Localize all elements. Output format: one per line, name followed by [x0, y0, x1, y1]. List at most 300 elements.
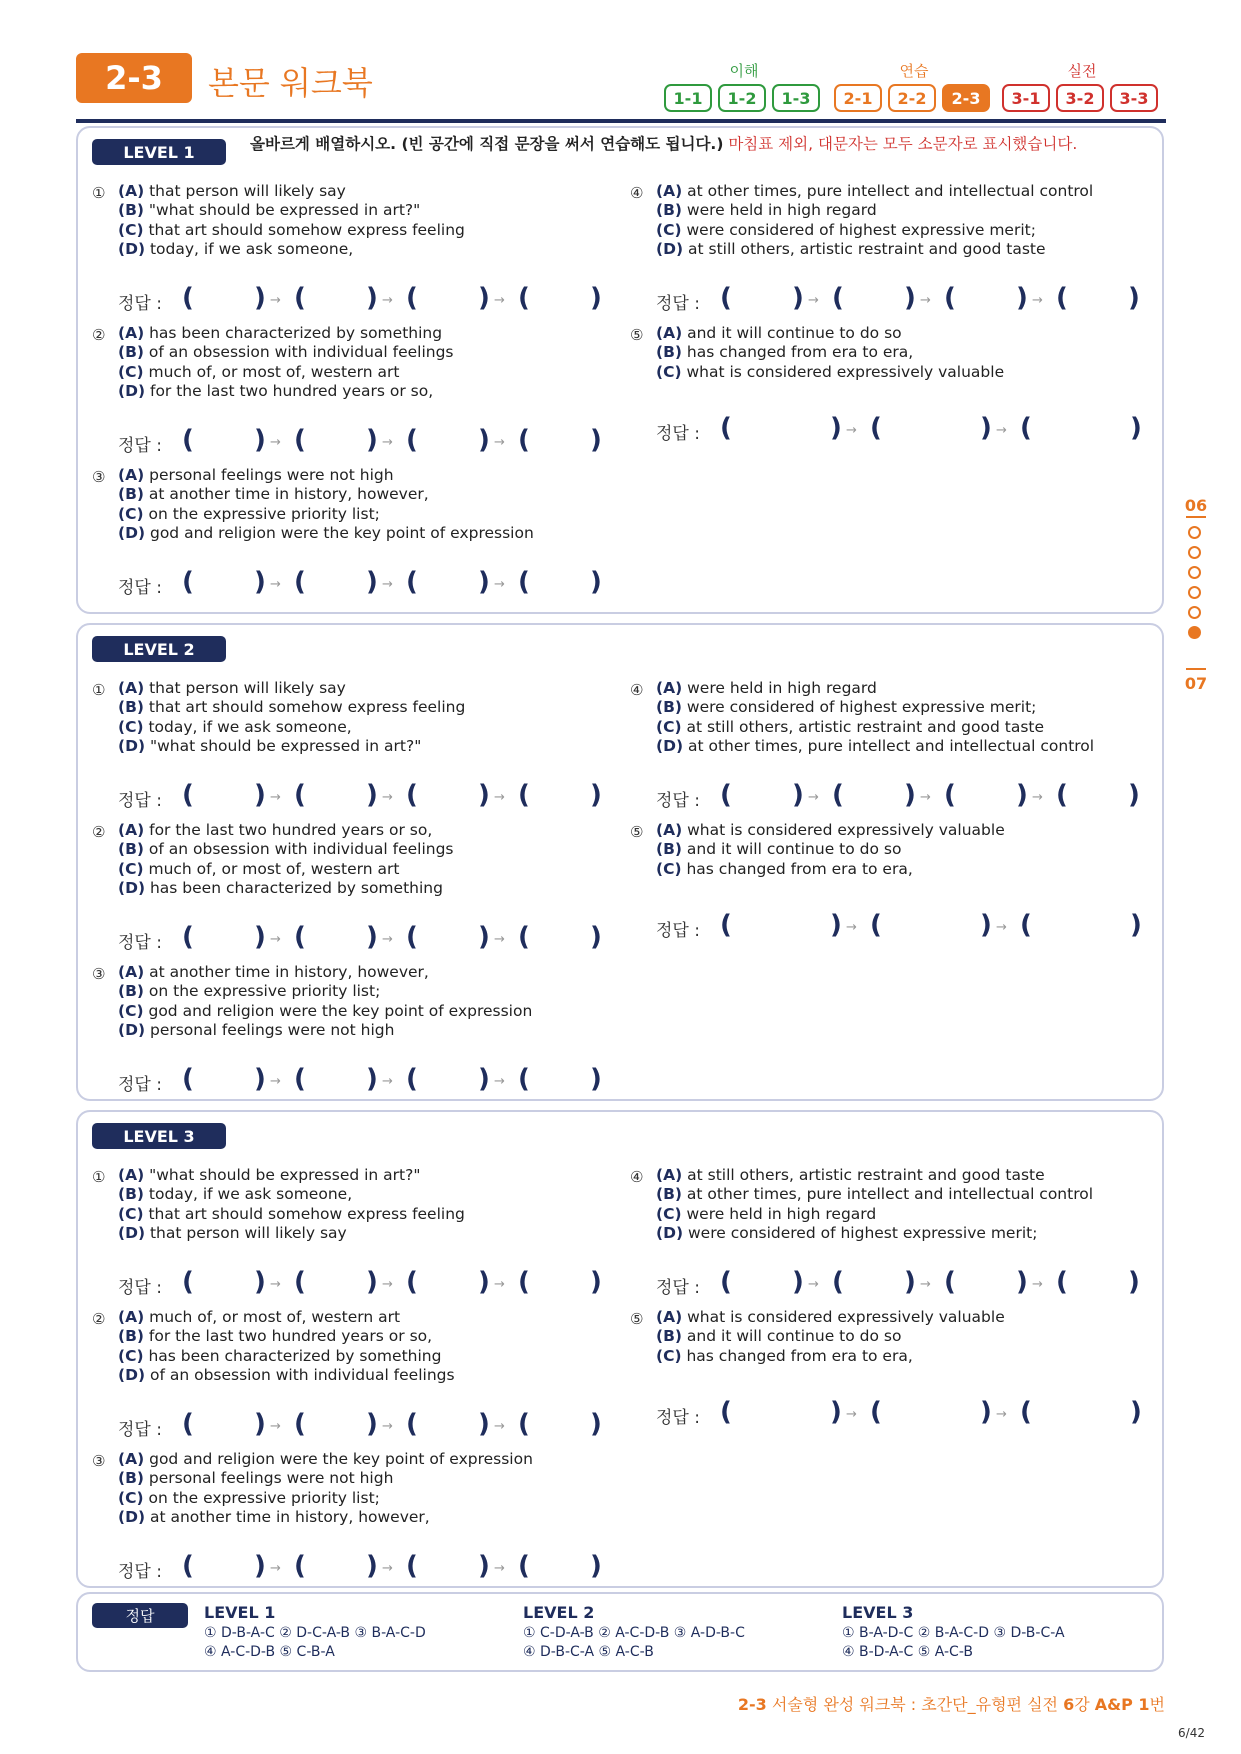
- arrow-icon: →: [382, 293, 393, 308]
- answer-row[interactable]: [118, 922, 602, 955]
- answer-key-line: ① D-B-A-C ② D-C-A-B ③ B-A-C-D: [204, 1625, 426, 1641]
- option-text: has been characterized by something: [148, 1346, 442, 1365]
- answer-slot-close[interactable]: ): [1130, 1397, 1142, 1427]
- option-text: has been characterized by something: [149, 878, 443, 897]
- arrow-icon: →: [494, 1419, 505, 1434]
- step-group-label: 연습: [899, 62, 929, 80]
- option-text: what is considered expressively valuable: [687, 1308, 1005, 1326]
- arrow-icon: →: [1032, 790, 1043, 805]
- option-text: on the expressive priority list;: [148, 504, 380, 523]
- answer-slot-close[interactable]: ): [590, 567, 602, 597]
- answer-row[interactable]: [118, 1267, 602, 1300]
- option-text: personal feelings were not high: [148, 1469, 394, 1488]
- arrow-icon: →: [494, 790, 505, 805]
- arrow-icon: →: [920, 1277, 931, 1292]
- arrow-icon: →: [494, 1561, 505, 1576]
- answer-slot-close[interactable]: ): [254, 780, 266, 810]
- option-text: for the last two hundred years or so,: [148, 1327, 433, 1346]
- question-option: [656, 1166, 1093, 1185]
- answer-slot-close[interactable]: ): [254, 283, 266, 313]
- answer-slot-close[interactable]: ): [590, 1551, 602, 1581]
- answer-slot-close[interactable]: ): [478, 425, 490, 455]
- answer-slot-open[interactable]: (: [406, 922, 418, 952]
- answer-slot-open[interactable]: (: [182, 1064, 194, 1094]
- arrow-icon: →: [494, 577, 505, 592]
- option-text: that person will likely say: [149, 182, 346, 200]
- question-number: ⑤: [630, 823, 644, 841]
- option-text: that art should somehow express feeling: [148, 1204, 465, 1223]
- answer-slot-close[interactable]: ): [792, 283, 804, 313]
- answer-row[interactable]: [656, 1397, 1142, 1430]
- answer-slot-close[interactable]: ): [590, 1409, 602, 1439]
- answer-label: 정답 :: [118, 436, 162, 456]
- option-letter: (B): [656, 1327, 682, 1346]
- answer-slot-close[interactable]: ): [366, 1267, 378, 1297]
- step-button-3_1[interactable]: 3-1: [1002, 84, 1050, 112]
- option-text: "what should be expressed in art?": [149, 1166, 421, 1184]
- answer-slot-close[interactable]: ): [366, 1551, 378, 1581]
- answer-slot-open[interactable]: (: [1056, 283, 1068, 313]
- answer-slot-open[interactable]: (: [406, 1551, 418, 1581]
- answer-label: 정답 :: [118, 578, 162, 598]
- answer-slot-close[interactable]: ): [478, 1267, 490, 1297]
- answer-slot-close[interactable]: ): [590, 1267, 602, 1297]
- option-letter: (D): [118, 381, 146, 400]
- level-label: LEVEL 1: [92, 139, 226, 165]
- side-nav-dot[interactable]: [1188, 546, 1201, 559]
- answer-slot-open[interactable]: (: [720, 1397, 732, 1427]
- level-label: LEVEL 2: [92, 636, 226, 662]
- answer-row[interactable]: [118, 425, 602, 458]
- option-text: for the last two hundred years or so,: [149, 821, 433, 839]
- arrow-icon: →: [270, 790, 281, 805]
- step-button-3_3[interactable]: 3-3: [1110, 84, 1158, 112]
- answer-slot-open[interactable]: (: [294, 922, 306, 952]
- page-title: 본문 워크북: [208, 64, 373, 102]
- answer-slot-open[interactable]: (: [1020, 910, 1032, 940]
- question-option: [656, 324, 1004, 343]
- option-text: what is considered expressively valuable: [686, 362, 1005, 381]
- option-text: much of, or most of, western art: [148, 362, 400, 381]
- option-text: and it will continue to do so: [686, 840, 902, 859]
- answer-slot-close[interactable]: ): [366, 283, 378, 313]
- option-letter: (C): [118, 1488, 144, 1507]
- answer-slot-close[interactable]: ): [792, 1267, 804, 1297]
- answer-slot-close[interactable]: ): [478, 922, 490, 952]
- option-text: has been characterized by something: [149, 324, 443, 342]
- answer-slot-open[interactable]: (: [518, 780, 530, 810]
- question-option: [656, 860, 1005, 879]
- option-letter: (C): [118, 1346, 144, 1365]
- answer-label: 정답 :: [656, 921, 700, 941]
- option-letter: (D): [656, 736, 684, 755]
- arrow-icon: →: [1032, 293, 1043, 308]
- option-text: today, if we ask someone,: [148, 717, 352, 736]
- question-number: ④: [630, 184, 644, 202]
- answer-slot-open[interactable]: (: [720, 283, 732, 313]
- answer-row[interactable]: [656, 413, 1142, 446]
- arrow-icon: →: [996, 423, 1007, 438]
- answer-slot-open[interactable]: (: [182, 1409, 194, 1439]
- answer-row[interactable]: [656, 910, 1142, 943]
- answer-slot-open[interactable]: (: [182, 425, 194, 455]
- answer-slot-close[interactable]: ): [254, 567, 266, 597]
- answer-row[interactable]: [118, 1064, 602, 1097]
- answer-label: 정답 :: [656, 1408, 700, 1428]
- question-block: [630, 1308, 1005, 1366]
- answer-slot-close[interactable]: ): [980, 1397, 992, 1427]
- answer-slot-open[interactable]: (: [406, 283, 418, 313]
- question-option: [118, 1224, 465, 1243]
- answer-slot-open[interactable]: (: [406, 425, 418, 455]
- answer-slot-close[interactable]: ): [1128, 283, 1140, 313]
- answer-label: 정답 :: [118, 933, 162, 953]
- option-letter: (C): [656, 1346, 682, 1365]
- section-badge: 2-3: [76, 53, 192, 103]
- answer-slot-close[interactable]: ): [254, 1064, 266, 1094]
- level-label: LEVEL 3: [92, 1123, 226, 1149]
- answer-slot-open[interactable]: (: [518, 1409, 530, 1439]
- answer-key-level-title: LEVEL 2: [523, 1603, 595, 1622]
- answer-slot-open[interactable]: (: [944, 780, 956, 810]
- question-block: [92, 182, 465, 259]
- question-number: ③: [92, 1452, 106, 1470]
- arrow-icon: →: [382, 790, 393, 805]
- answer-slot-open[interactable]: (: [294, 283, 306, 313]
- answer-slot-open[interactable]: (: [182, 1267, 194, 1297]
- answer-label: 정답 :: [656, 294, 700, 314]
- side-nav-top-number: 06: [1184, 496, 1208, 515]
- option-letter: (A): [656, 182, 683, 200]
- option-text: at still others, artistic restraint and good taste: [686, 717, 1045, 736]
- option-text: what is considered expressively valuable: [687, 821, 1005, 839]
- answer-slot-close[interactable]: ): [830, 413, 842, 443]
- question-option: [118, 840, 454, 859]
- option-letter: (B): [118, 485, 144, 504]
- option-letter: (A): [118, 1308, 145, 1326]
- step-button-1_3[interactable]: 1-3: [772, 84, 820, 112]
- answer-slot-close[interactable]: ): [792, 780, 804, 810]
- question-block: [630, 679, 1095, 756]
- answer-slot-open[interactable]: (: [518, 567, 530, 597]
- option-letter: (C): [118, 859, 144, 878]
- answer-slot-close[interactable]: ): [904, 283, 916, 313]
- side-nav-dot[interactable]: [1188, 526, 1201, 539]
- option-text: at another time in history, however,: [149, 963, 429, 981]
- answer-slot-open[interactable]: (: [832, 780, 844, 810]
- side-nav-dot[interactable]: [1188, 606, 1201, 619]
- answer-slot-open[interactable]: (: [518, 922, 530, 952]
- step-button-1_2[interactable]: 1-2: [718, 84, 766, 112]
- answer-slot-open[interactable]: (: [294, 1409, 306, 1439]
- header-divider: [76, 119, 1166, 123]
- option-text: were considered of highest expressive merit;: [686, 698, 1037, 717]
- question-number: ②: [92, 823, 106, 841]
- answer-slot-close[interactable]: ): [590, 1064, 602, 1094]
- answer-slot-close[interactable]: ): [478, 567, 490, 597]
- answer-slot-open[interactable]: (: [406, 1409, 418, 1439]
- answer-slot-close[interactable]: ): [254, 922, 266, 952]
- option-letter: (C): [118, 504, 144, 523]
- question-option: [118, 698, 465, 717]
- option-letter: (D): [118, 523, 146, 542]
- answer-slot-open[interactable]: (: [870, 910, 882, 940]
- question-option: [118, 324, 454, 343]
- question-block: [92, 324, 454, 401]
- arrow-icon: →: [270, 577, 281, 592]
- answer-key-badge: 정답: [92, 1603, 188, 1628]
- answer-slot-close[interactable]: ): [1130, 413, 1142, 443]
- option-letter: (A): [118, 1450, 145, 1468]
- option-text: at other times, pure intellect and intellectual control: [687, 182, 1094, 200]
- option-text: that person will likely say: [149, 679, 346, 697]
- option-text: has changed from era to era,: [686, 859, 913, 878]
- question-option: [656, 182, 1093, 201]
- answer-slot-open[interactable]: (: [720, 780, 732, 810]
- question-option: [118, 1469, 533, 1488]
- option-text: god and religion were the key point of expression: [149, 1450, 533, 1468]
- answer-slot-close[interactable]: ): [254, 425, 266, 455]
- answer-slot-close[interactable]: ): [478, 1409, 490, 1439]
- page-number: 6/42: [1178, 1726, 1205, 1740]
- arrow-icon: →: [996, 920, 1007, 935]
- answer-label: 정답 :: [118, 1278, 162, 1298]
- option-letter: (C): [656, 859, 682, 878]
- answer-slot-close[interactable]: ): [1016, 1267, 1028, 1297]
- answer-label: 정답 :: [118, 294, 162, 314]
- answer-slot-open[interactable]: (: [182, 567, 194, 597]
- answer-slot-open[interactable]: (: [518, 425, 530, 455]
- answer-row[interactable]: [656, 1267, 1140, 1300]
- arrow-icon: →: [846, 1407, 857, 1422]
- option-text: were held in high regard: [687, 679, 877, 697]
- answer-slot-close[interactable]: ): [590, 922, 602, 952]
- answer-slot-close[interactable]: ): [478, 1064, 490, 1094]
- answer-slot-close[interactable]: ): [590, 283, 602, 313]
- answer-row[interactable]: [118, 780, 602, 813]
- answer-slot-close[interactable]: ): [478, 1551, 490, 1581]
- option-text: on the expressive priority list;: [148, 1488, 380, 1507]
- question-option: [656, 240, 1093, 259]
- side-nav-dot[interactable]: [1188, 566, 1201, 579]
- option-text: at still others, artistic restraint and good taste: [687, 1166, 1045, 1184]
- option-letter: (B): [118, 343, 144, 362]
- question-option: [656, 679, 1094, 698]
- answer-row[interactable]: [656, 283, 1140, 316]
- answer-slot-close[interactable]: ): [254, 1267, 266, 1297]
- question-option: [656, 201, 1093, 220]
- question-number: ④: [630, 681, 644, 699]
- answer-slot-open[interactable]: (: [832, 283, 844, 313]
- option-letter: (B): [656, 343, 682, 362]
- answer-slot-open[interactable]: (: [406, 780, 418, 810]
- answer-slot-close[interactable]: ): [366, 425, 378, 455]
- answer-slot-open[interactable]: (: [1020, 1397, 1032, 1427]
- question-option: [118, 1327, 455, 1346]
- question-option: [656, 737, 1094, 756]
- answer-slot-close[interactable]: ): [1130, 910, 1142, 940]
- question-block: [92, 1450, 533, 1527]
- question-number: ③: [92, 965, 106, 983]
- option-letter: (C): [118, 1001, 144, 1020]
- option-text: has changed from era to era,: [686, 1346, 913, 1365]
- question-option: [118, 1002, 532, 1021]
- arrow-icon: →: [382, 1561, 393, 1576]
- step-button-2_2[interactable]: 2-2: [888, 84, 936, 112]
- answer-slot-open[interactable]: (: [406, 1267, 418, 1297]
- answer-slot-open[interactable]: (: [1056, 1267, 1068, 1297]
- question-option: [118, 1205, 465, 1224]
- option-letter: (B): [118, 201, 144, 220]
- answer-slot-close[interactable]: ): [254, 1551, 266, 1581]
- answer-slot-close[interactable]: ): [590, 425, 602, 455]
- step-button-1_1[interactable]: 1-1: [664, 84, 712, 112]
- option-letter: (D): [118, 1020, 146, 1039]
- question-option: [118, 363, 454, 382]
- question-option: [656, 698, 1094, 717]
- answer-slot-open[interactable]: (: [870, 413, 882, 443]
- answer-slot-close[interactable]: ): [590, 780, 602, 810]
- option-letter: (A): [656, 1166, 683, 1184]
- question-option: [118, 879, 454, 898]
- question-number: ⑤: [630, 326, 644, 344]
- answer-slot-open[interactable]: (: [1056, 780, 1068, 810]
- answer-slot-open[interactable]: (: [294, 1064, 306, 1094]
- answer-slot-close[interactable]: ): [1128, 1267, 1140, 1297]
- answer-slot-open[interactable]: (: [720, 910, 732, 940]
- answer-slot-close[interactable]: ): [1016, 780, 1028, 810]
- question-option: [656, 1308, 1005, 1327]
- answer-row[interactable]: [118, 1551, 602, 1584]
- answer-slot-open[interactable]: (: [294, 1267, 306, 1297]
- arrow-icon: →: [382, 1419, 393, 1434]
- answer-slot-open[interactable]: (: [406, 1064, 418, 1094]
- question-option: [118, 982, 532, 1001]
- arrow-icon: →: [808, 790, 819, 805]
- answer-slot-open[interactable]: (: [294, 425, 306, 455]
- answer-slot-open[interactable]: (: [944, 1267, 956, 1297]
- question-number: ①: [92, 1168, 106, 1186]
- arrow-icon: →: [270, 1277, 281, 1292]
- answer-slot-open[interactable]: (: [518, 283, 530, 313]
- answer-slot-open[interactable]: (: [1020, 413, 1032, 443]
- answer-slot-close[interactable]: ): [478, 780, 490, 810]
- answer-slot-open[interactable]: (: [294, 1551, 306, 1581]
- answer-slot-close[interactable]: ): [366, 567, 378, 597]
- answer-slot-close[interactable]: ): [830, 1397, 842, 1427]
- answer-slot-close[interactable]: ): [366, 780, 378, 810]
- step-button-2_1[interactable]: 2-1: [834, 84, 882, 112]
- answer-slot-close[interactable]: ): [904, 1267, 916, 1297]
- answer-key-line: ① B-A-D-C ② B-A-C-D ③ D-B-C-A: [842, 1625, 1065, 1641]
- answer-slot-close[interactable]: ): [980, 413, 992, 443]
- question-option: [118, 1347, 455, 1366]
- answer-row[interactable]: [118, 1409, 602, 1442]
- option-letter: (C): [118, 717, 144, 736]
- answer-slot-open[interactable]: (: [518, 1551, 530, 1581]
- answer-slot-open[interactable]: (: [294, 567, 306, 597]
- question-option: [656, 343, 1004, 362]
- question-option: [118, 485, 534, 504]
- arrow-icon: →: [382, 932, 393, 947]
- answer-slot-open[interactable]: (: [870, 1397, 882, 1427]
- answer-row[interactable]: [118, 567, 602, 600]
- answer-slot-open[interactable]: (: [720, 1267, 732, 1297]
- question-block: [92, 1308, 455, 1385]
- option-letter: (D): [656, 1223, 684, 1242]
- question-option: [656, 1205, 1093, 1224]
- option-letter: (D): [656, 239, 684, 258]
- answer-slot-close[interactable]: ): [830, 910, 842, 940]
- step-button-2_3[interactable]: 2-3: [942, 84, 990, 112]
- option-letter: (A): [118, 963, 145, 981]
- option-letter: (B): [118, 1469, 144, 1488]
- answer-slot-open[interactable]: (: [720, 413, 732, 443]
- answer-slot-open[interactable]: (: [294, 780, 306, 810]
- question-number: ①: [92, 184, 106, 202]
- side-nav-dot[interactable]: [1188, 586, 1201, 599]
- question-block: [92, 963, 533, 1040]
- arrow-icon: →: [382, 1074, 393, 1089]
- answer-slot-open[interactable]: (: [832, 1267, 844, 1297]
- option-letter: (B): [118, 1327, 144, 1346]
- answer-row[interactable]: [656, 780, 1140, 813]
- option-text: today, if we ask someone,: [149, 239, 354, 258]
- answer-slot-close[interactable]: ): [366, 922, 378, 952]
- arrow-icon: →: [270, 1561, 281, 1576]
- option-letter: (C): [656, 362, 682, 381]
- answer-slot-close[interactable]: ): [366, 1064, 378, 1094]
- option-text: and it will continue to do so: [687, 324, 902, 342]
- question-number: ①: [92, 681, 106, 699]
- option-text: at another time in history, however,: [148, 485, 429, 504]
- answer-slot-close[interactable]: ): [254, 1409, 266, 1439]
- answer-slot-close[interactable]: ): [1016, 283, 1028, 313]
- question-option: [118, 963, 532, 982]
- answer-slot-open[interactable]: (: [182, 1551, 194, 1581]
- answer-slot-open[interactable]: (: [182, 922, 194, 952]
- answer-row[interactable]: [118, 283, 602, 316]
- question-block: [92, 1166, 465, 1243]
- option-letter: (A): [118, 821, 145, 839]
- question-option: [118, 718, 465, 737]
- step-button-3_2[interactable]: 3-2: [1056, 84, 1104, 112]
- answer-key-line: ① C-D-A-B ② A-C-D-B ③ A-D-B-C: [523, 1625, 745, 1641]
- arrow-icon: →: [494, 293, 505, 308]
- side-nav-dot[interactable]: [1188, 626, 1201, 639]
- option-letter: (D): [118, 736, 146, 755]
- answer-slot-close[interactable]: ): [980, 910, 992, 940]
- answer-slot-open[interactable]: (: [406, 567, 418, 597]
- arrow-icon: →: [920, 790, 931, 805]
- answer-slot-open[interactable]: (: [518, 1267, 530, 1297]
- answer-label: 정답 :: [118, 1562, 162, 1582]
- question-block: [630, 324, 1005, 382]
- answer-slot-close[interactable]: ): [904, 780, 916, 810]
- arrow-icon: →: [1032, 1277, 1043, 1292]
- option-letter: (C): [656, 717, 682, 736]
- answer-slot-open[interactable]: (: [182, 780, 194, 810]
- answer-slot-open[interactable]: (: [182, 283, 194, 313]
- answer-slot-close[interactable]: ): [1128, 780, 1140, 810]
- answer-slot-close[interactable]: ): [478, 283, 490, 313]
- option-text: at other times, pure intellect and intellectual control: [686, 1185, 1094, 1204]
- answer-slot-close[interactable]: ): [366, 1409, 378, 1439]
- option-letter: (B): [118, 1185, 144, 1204]
- answer-slot-open[interactable]: (: [518, 1064, 530, 1094]
- answer-slot-open[interactable]: (: [944, 283, 956, 313]
- question-option: [118, 221, 465, 240]
